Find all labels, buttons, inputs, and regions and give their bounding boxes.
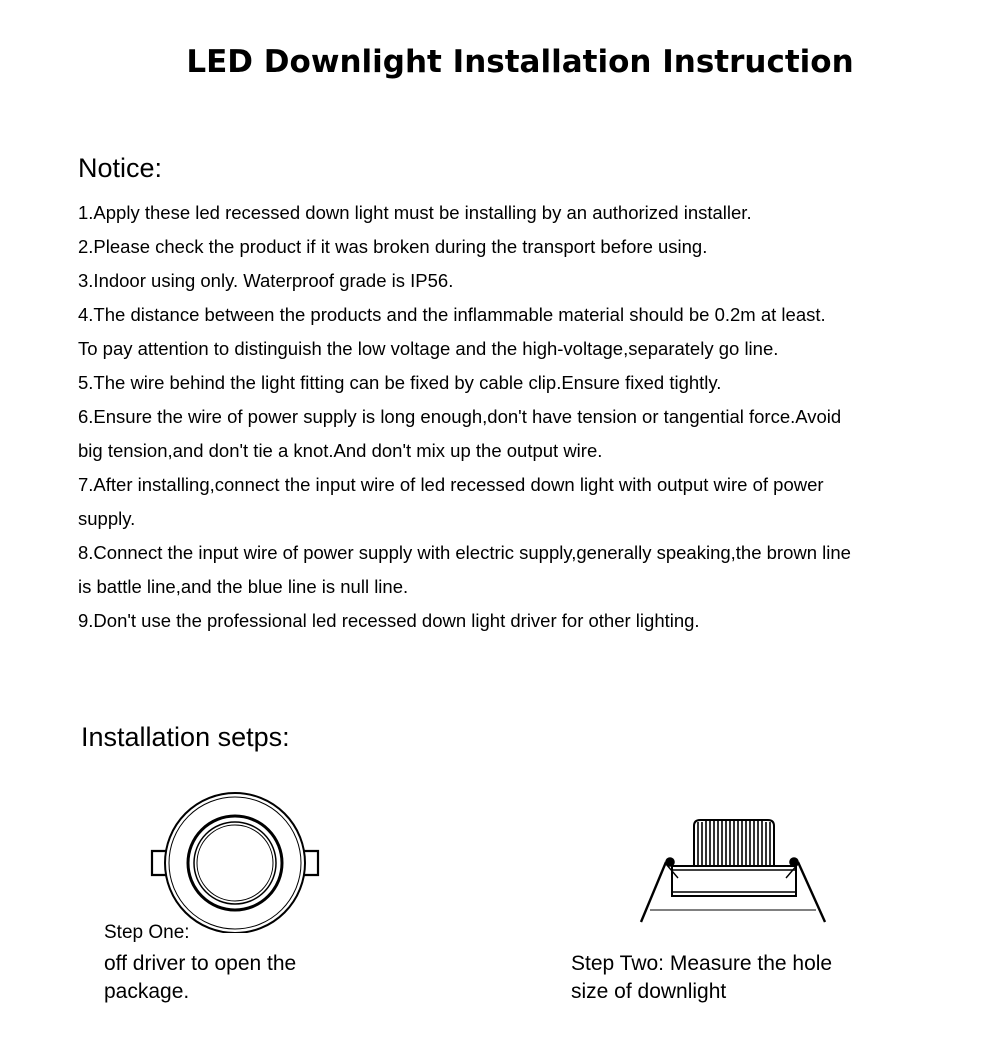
notice-line: To pay attention to distinguish the low voltage and the high-voltage,separately go line.: [78, 338, 779, 359]
downlight-side-view-illustration: [636, 818, 830, 928]
notice-heading: Notice:: [78, 153, 163, 183]
step-two-description-line: Step Two: Measure the hole: [571, 952, 833, 975]
step-one-description: [104, 950, 364, 1006]
notice-line: is battle line,and the blue line is null line.: [78, 576, 409, 597]
step-two-description: [571, 950, 871, 1006]
step-two-description-line: size of downlight: [571, 980, 727, 1003]
notice-line: 8.Connect the input wire of power supply with electric supply,generally speaking,the brown line: [78, 542, 851, 563]
notice-line: supply.: [78, 508, 136, 529]
downlight-top-view-illustration: [144, 787, 326, 933]
notice-line: 2.Please check the product if it was broken during the transport before using.: [78, 236, 708, 257]
notice-line: 3.Indoor using only. Waterproof grade is IP56.: [78, 270, 454, 291]
notice-list: [78, 196, 958, 638]
notice-line: big tension,and don't tie a knot.And don't mix up the output wire.: [78, 440, 603, 461]
notice-line: 5.The wire behind the light fitting can be fixed by cable clip.Ensure fixed tightly.: [78, 372, 722, 393]
notice-line: 4.The distance between the products and the inflammable material should be 0.2m at least.: [78, 304, 826, 325]
notice-line: 1.Apply these led recessed down light must be installing by an authorized installer.: [78, 202, 752, 223]
installation-heading: Installation setps:: [81, 722, 290, 752]
step-one-title: Step One:: [104, 922, 190, 943]
page-title: LED Downlight Installation Instruction: [186, 44, 854, 80]
notice-line: 9.Don't use the professional led recessed down light driver for other lighting.: [78, 610, 700, 631]
notice-line: 6.Ensure the wire of power supply is long enough,don't have tension or tangential force.Avoid: [78, 406, 842, 427]
step-one-description-line: off driver to open the: [104, 952, 297, 975]
step-one-description-line: package.: [104, 980, 190, 1003]
notice-line: 7.After installing,connect the input wire of led recessed down light with output wire of power: [78, 474, 824, 495]
